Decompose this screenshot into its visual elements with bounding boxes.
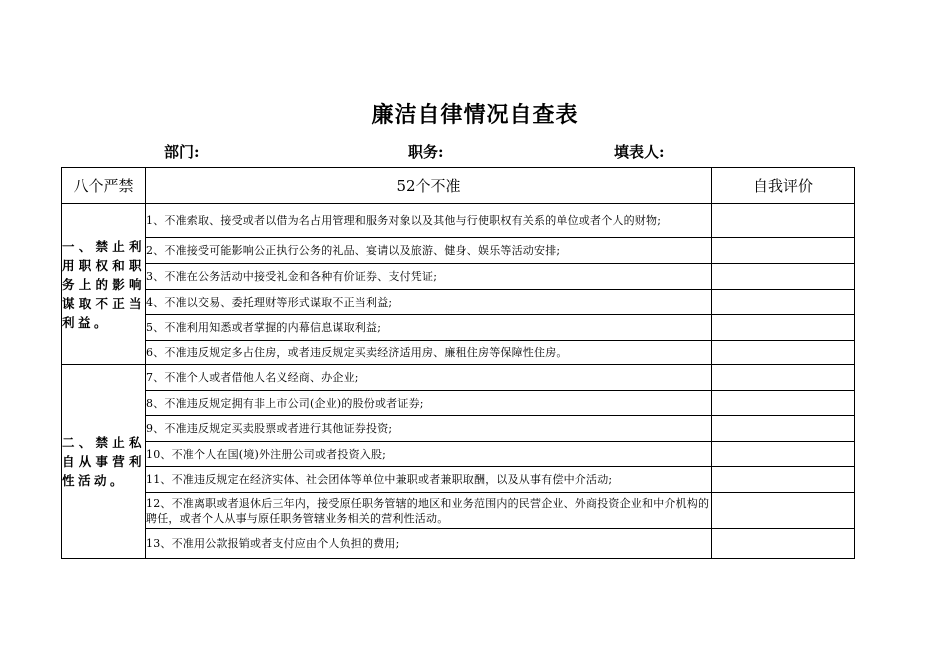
self-evaluation-cell[interactable] — [712, 315, 855, 341]
filler-label: 填表人: — [614, 143, 665, 161]
self-evaluation-cell[interactable] — [712, 442, 855, 467]
rule-item: 1、不准索取、接受或者以借为名占用管理和服务对象以及其他与行使职权有关系的单位或者个人的财物; — [146, 204, 712, 238]
rule-item: 11、不准违反规定在经济实体、社会团体等单位中兼职或者兼职取酬，以及从事有偿中介活动; — [146, 467, 712, 493]
self-evaluation-cell[interactable] — [712, 204, 855, 238]
rule-item: 4、不准以交易、委托理财等形式谋取不正当利益; — [146, 290, 712, 315]
category-cell: 一、禁止利用职权和职务上的影响谋取不正当利益。 — [62, 204, 146, 365]
self-evaluation-cell[interactable] — [712, 529, 855, 559]
header-self-evaluation: 自我评价 — [712, 168, 855, 204]
table-row — [62, 467, 855, 493]
table-row — [62, 493, 855, 529]
table-row — [62, 341, 855, 365]
category-cell: 二、禁止私自从事营利性活动。 — [62, 365, 146, 559]
self-evaluation-cell[interactable] — [712, 467, 855, 493]
rule-item: 8、不准违反规定拥有非上市公司(企业)的股份或者证券; — [146, 391, 712, 416]
header-eight-prohibitions: 八个严禁 — [62, 168, 146, 204]
table-row — [62, 442, 855, 467]
table-row — [62, 204, 855, 238]
rule-item: 6、不准违反规定多占住房，或者违反规定买卖经济适用房、廉租住房等保障性住房。 — [146, 341, 712, 365]
self-evaluation-cell[interactable] — [712, 391, 855, 416]
self-check-table — [61, 167, 855, 559]
header-row — [62, 168, 855, 204]
rule-item: 3、不准在公务活动中接受礼金和各种有价证券、支付凭证; — [146, 264, 712, 290]
table-row — [62, 238, 855, 264]
self-evaluation-cell[interactable] — [712, 416, 855, 442]
table-row — [62, 264, 855, 290]
duty-label: 职务: — [408, 143, 444, 161]
table-row — [62, 529, 855, 559]
rule-item: 13、不准用公款报销或者支付应由个人负担的费用; — [146, 529, 712, 559]
table-row — [62, 391, 855, 416]
table-row — [62, 416, 855, 442]
self-evaluation-cell[interactable] — [712, 238, 855, 264]
self-evaluation-cell[interactable] — [712, 290, 855, 315]
table-row — [62, 290, 855, 315]
department-label: 部门: — [164, 143, 200, 161]
rule-item: 12、不准离职或者退休后三年内，接受原任职务管辖的地区和业务范围内的民营企业、外商投资企业和中介机构的聘任，或者个人从事与原任职务管辖业务相关的营利性活动。 — [146, 493, 712, 529]
rule-item: 2、不准接受可能影响公正执行公务的礼品、宴请以及旅游、健身、娱乐等活动安排; — [146, 238, 712, 264]
rule-item: 9、不准违反规定买卖股票或者进行其他证券投资; — [146, 416, 712, 442]
self-evaluation-cell[interactable] — [712, 341, 855, 365]
table-row — [62, 315, 855, 341]
page-title: 廉洁自律情况自查表 — [371, 102, 579, 128]
self-evaluation-cell[interactable] — [712, 264, 855, 290]
self-evaluation-cell[interactable] — [712, 365, 855, 391]
rule-item: 5、不准利用知悉或者掌握的内幕信息谋取利益; — [146, 315, 712, 341]
table-row — [62, 365, 855, 391]
rule-item: 10、不准个人在国(境)外注册公司或者投资入股; — [146, 442, 712, 467]
self-evaluation-cell[interactable] — [712, 493, 855, 529]
header-52-rules: 52个不准 — [146, 168, 712, 204]
rule-item: 7、不准个人或者借他人名义经商、办企业; — [146, 365, 712, 391]
